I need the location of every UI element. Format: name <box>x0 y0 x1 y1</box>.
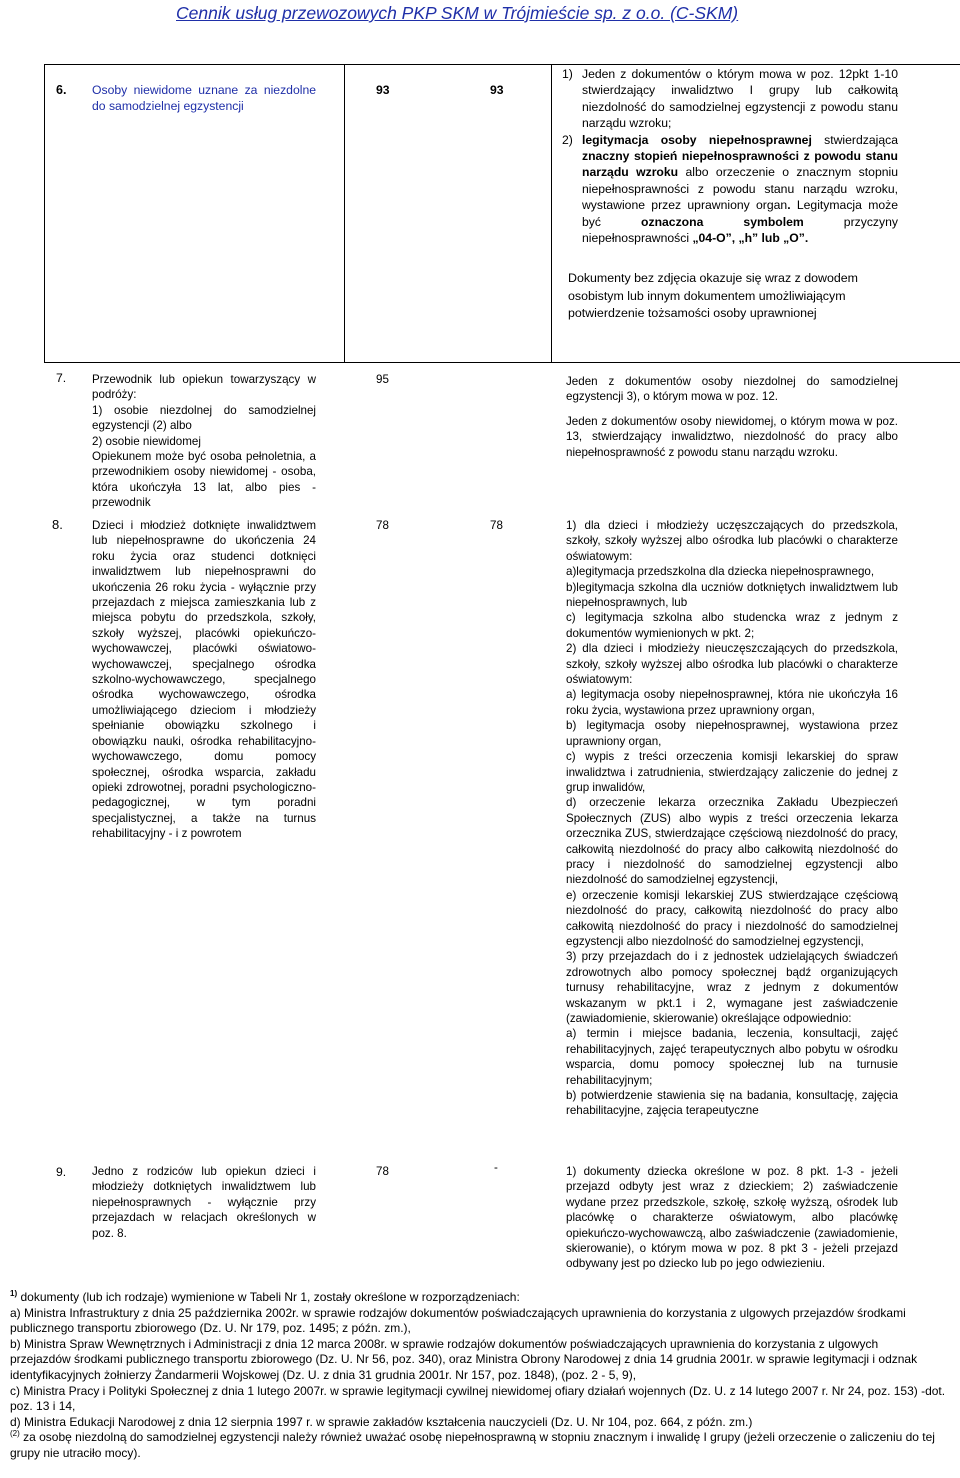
footnote-1: $^{1)}$ dokumenty (lub ich rodzaje) wymienione w Tabeli Nr 1, zostały określone w rozporządzeniach: <box>10 1289 520 1304</box>
row-divider <box>44 362 960 363</box>
row-category: Dzieci i młodzież dotknięte inwalidztwem lub niepełnosprawne do ukończenia 24 roku życia oraz studenci dotknięci inwalidztwem lub niepełnosprawni do ukończenia 26 roku życia - wyłącznie przy przejazdach z miejsca zamieszkania lub z miejsca pobytu do przedszkola, szkoły, szkoły wyższej, placówki opiekuńczo-wychowawczej, placówki oświatowo-wychowawczej, specjalnego ośrodka szkolno-wychowawczego, specjalnego ośrodka wychowawczego, ośrodka umożliwiającego dzieciom i młodzieży spełnianie obowiązku szkolnego i obowiązku nauki, ośrodka rehabilitacyjno-wychowawczego, domu pomocy społecznej, ośrodka wsparcia, zakładu opieki zdrowotnej, poradni psychologiczno-pedagogicznej, w tym poradni specjalistycznej, a także na turnus rehabilitacyjny - i z powrotem <box>92 519 316 841</box>
footnote-b-cont: przejazdów środkami publicznego transportu zbiorowego (Dz. U. Nr 56, poz. 340), oraz Ministra Obrony Narodowej z dnia 14 grudnia 2001r. w sprawie legitymacji i odznak identyfikacyjnych żołnierzy Żandarmerii Wojskowej (Dz. U. z dnia 31 grudnia 2001r. Nr 157, poz. 1848), (poz. 2 - 5, 9), <box>10 1352 918 1382</box>
row-value: - <box>494 1161 498 1174</box>
row-number: 8. <box>52 517 63 532</box>
row-category: Osoby niewidome uznane za niezdolne do samodzielnej egzystencji <box>92 83 316 114</box>
page-header-title: Cennik usług przewozowych PKP SKM w Trójmieście sp. z o.o. (C-SKM) <box>176 3 739 23</box>
row-category: Jedno z rodziców lub opiekun dzieci i młodzieży dotkniętych inwalidztwem lub niepełnosprawnych - wyłącznie przy przejazdach w relacjach określonych w poz. 8. <box>92 1165 316 1240</box>
row-number: 9. <box>56 1165 67 1179</box>
column-divider <box>551 64 552 363</box>
row-value: 93 <box>376 83 390 97</box>
row-note: Dokumenty bez zdjęcia okazuje się wraz z dowodem osobistym lub innym dokumentem umożliwiającym potwierdzenie tożsamości osoby uprawnionej <box>568 271 858 321</box>
footnote-2: $^{(2)}$ za osobę niezdolną do samodzielnej egzystencji należy również uważać osobę niepełnosprawną w stopniu znacznym i inwalidę I grupy (jeżeli orzeczenie o zaliczeniu do tej grupy nie utraciło mocy). <box>10 1429 935 1460</box>
column-divider <box>344 64 345 363</box>
footnotes <box>10 1290 960 1462</box>
footnote-c: c) Ministra Pracy i Polityki Społecznej z dnia 1 lutego 2007r. w sprawie legitymacji cywilnej niewidomej ofiary działań wojennych (Dz. U. z 14 lutego 2007 r. Nr 24, poz. 153) -dot. poz. 13 i 14, <box>10 1383 946 1414</box>
document-item: 2) legitymacja osoby niepełnosprawnej stwierdzająca znaczny stopień niepełnosprawności z powodu stanu narządu wzroku albo orzeczenie o znacznym stopniu niepełnosprawności z powodu stanu narządu wzroku, wystawione przez uprawniony organ. Legitymacja może być oznaczona symbolem przyczyny niepełnosprawności „04-O”, „h” lub „O”. <box>562 132 898 246</box>
footnote-b: b) Ministra Spraw Wewnętrznych i Administracji z dnia 12 marca 2008r. w sprawie rodzajów dokumentów poświadczających uprawnienia do korzystania z ulgowych <box>10 1336 879 1351</box>
row-number: 7. <box>56 371 67 385</box>
footnote-a: a) Ministra Infrastruktury z dnia 25 października 2002r. w sprawie rodzajów dokumentów poświadczających uprawnienia do korzystania z ulgowych przejazdów środkami publicznego transportu zbiorowego (Dz. U. Nr 179, poz. 1495; z późn. zm.), <box>10 1305 906 1336</box>
table-left-border <box>44 64 45 363</box>
footnote-d: d) Ministra Edukacji Narodowej z dnia 12 sierpnia 1997 r. w sprawie zakładów kształcenia nauczycieli (Dz. U. Nr 104, poz. 664, z późn. zm.) <box>10 1414 753 1429</box>
row-value: 93 <box>490 83 504 97</box>
row-value: 78 <box>376 519 389 532</box>
row-value: 95 <box>376 373 389 386</box>
row-documents <box>562 66 898 246</box>
table-top-border <box>44 64 960 65</box>
row-value: 78 <box>490 519 503 532</box>
row-category: Przewodnik lub opiekun towarzyszący w podróży: 1) osobie niezdolnej do samodzielnej egzystencji (2) albo 2) osobie niewidomej Opiekunem może być osoba pełnoletnia, a przewodnikiem osoby niewidomej - osoba, która ukończyła 13 lat, albo pies - przewodnik <box>92 373 316 510</box>
row-number: 6. <box>56 83 67 97</box>
row-value: 78 <box>376 1165 389 1178</box>
row-documents: Jeden z dokumentów osoby niezdolnej do samodzielnej egzystencji 3), o którym mowa w poz. 12. Jeden z dokumentów osoby niewidomej, o którym mowa w poz. 13, stwierdzający inwalidztwo, niezdolność do pracy albo niepełnosprawność z powodu stanu narządu wzroku. <box>566 375 898 459</box>
row-documents: 1) dla dzieci i młodzieży uczęszczających do przedszkola, szkoły, szkoły wyższej albo ośrodka lub placówki o charakterze oświatowym: a)legitymacja przedszkolna dla dziecka niepełnosprawnego, b)legitymacja szkolna dla uczniów dotkniętych inwalidztwem lub niepełnosprawnych, lub c) legitymacja szkolna albo studencka wraz z jednym z dokumentów wymienionych w pkt. 2; 2) dla dzieci i młodzieży nieuczęszczających do przedszkola, szkoły, szkoły wyższej albo ośrodka lub placówki o charakterze oświatowym: a) legitymacja osoby niepełnosprawnej, która nie ukończyła 16 roku życia, wystawiona przez uprawniony organ, b) legitymacja osoby niepełnosprawnej, wystawiona przez uprawniony organ, c) wypis z treści orzeczenia komisji lekarskiej do spraw inwalidztwa i zatrudnienia, stwierdzający zaliczenie do jednej z grup inwalidów, d) orzeczenie lekarza orzecznika Zakładu Ubezpieczeń Społecznych (ZUS) albo wypis z treści orzeczenia lekarza orzecznika ZUS, stwierdzające częściową niezdolność do pracy, całkowitą niezdolność do pracy albo całkowitą niezdolność do pracy i niezdolność do samodzielnej egzystencji albo niezdolność do samodzielnej egzystencji, e) orzeczenie komisji lekarskiej ZUS stwierdzające częściową niezdolność do pracy, całkowitą niezdolność do pracy albo całkowitą niezdolność do pracy i niezdolność do samodzielnej egzystencji albo niezdolność do samodzielnej egzystencji, 3) przy przejazdach do i z jednostek udzielających świadczeń zdrowotnych albo pomocy społecznej bądź organizujących turnusy rehabilitacyjne, wraz z jednym z dokumentów wskazanym w pkt.1 i 2, wymagane jest zaświadczenie (zawiadomienie, skierowanie) określające odpowiednio: a) termin i miejsce badania, leczenia, konsultacji, zajęć rehabilitacyjnych, zajęć terapeutycznych albo pobytu w ośrodku wsparcia, domu pomocy społecznej lub na turnusie rehabilitacyjnym; b) potwierdzenie stawienia się na badania, konsultację, zajęcia rehabilitacyjne, zajęcia terapeutyczne <box>566 519 898 1118</box>
document-item: 1) Jeden z dokumentów o którym mowa w poz. 12pkt 1-10 stwierdzający inwalidztwo I grupy lub całkowitą niezdolność do samodzielnej egzystencji z powodu stanu narządu wzroku; <box>562 67 898 131</box>
row-documents: 1) dokumenty dziecka określone w poz. 8 pkt. 1-3 - jeżeli przejazd odbyty jest wraz z dzieckiem; 2) zaświadczenie wydane przez przedszkole, szkołę, szkołę wyższą, ośrodek lub placówkę o charakterze oświatowym, albo placówkę opiekuńczo-wychowawczą, albo zaświadczenie (zawiadomienie, skierowanie), o którym mowa w poz. 8 pkt 3 - jeżeli przejazd odbywany jest po dziecko lub po jego odwiezieniu. <box>566 1165 898 1271</box>
